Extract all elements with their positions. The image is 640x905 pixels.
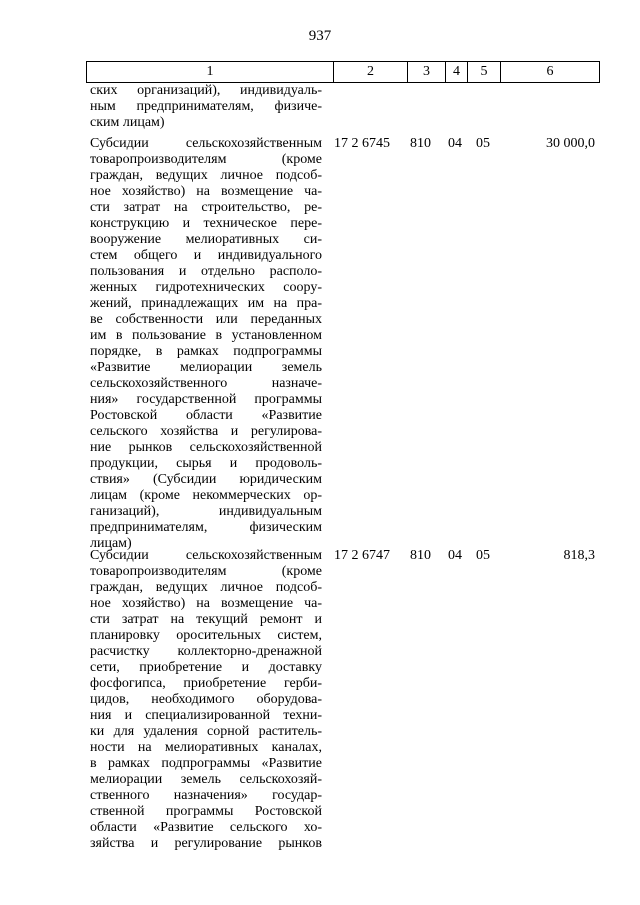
row-grbs: 810 xyxy=(410,548,431,563)
description-line: цидов, необходимого оборудова- xyxy=(90,692,322,707)
row-section: 04 xyxy=(448,548,462,563)
description-line: сти затрат на строительство, ре- xyxy=(90,200,322,215)
header-col-5: 5 xyxy=(467,62,500,82)
description-line: Ростовской области «Развитие xyxy=(90,408,322,423)
page-number: 937 xyxy=(308,28,332,44)
header-col-3: 3 xyxy=(407,62,445,82)
row-grbs: 810 xyxy=(410,136,431,151)
header-col-2: 2 xyxy=(333,62,407,82)
description-line: стем общего и индивидуального xyxy=(90,248,322,263)
description-line: сти затрат на текущий ремонт и xyxy=(90,612,322,627)
description-line: ственного назначения» государ- xyxy=(90,788,322,803)
description-line: ганизаций), индивидуальным xyxy=(90,504,322,519)
description-line: ственной программы Ростовской xyxy=(90,804,322,819)
row-subsection: 05 xyxy=(476,136,490,151)
description-line: женных гидротехнических соору- xyxy=(90,280,322,295)
description-line: сельскохозяйственного назначе- xyxy=(90,376,322,391)
description-line: ное хозяйство) на возмещение ча- xyxy=(90,184,322,199)
row-code: 17 2 6745 xyxy=(334,136,390,151)
row-section: 04 xyxy=(448,136,462,151)
description-line: расчистку коллекторно-дренажной xyxy=(90,644,322,659)
description-line: планировку оросительных систем, xyxy=(90,628,322,643)
description-line: вооружение мелиоративных си- xyxy=(90,232,322,247)
description-line: сельского хозяйства и регулирова- xyxy=(90,424,322,439)
description-line: пользования и отдельно располо- xyxy=(90,264,322,279)
row-description xyxy=(90,548,322,852)
description-line: фосфогипса, приобретение герби- xyxy=(90,676,322,691)
description-line: в рамках подпрограммы «Развитие xyxy=(90,756,322,771)
description-line: ве собственности или переданных xyxy=(90,312,322,327)
description-line: ствия» (Субсидии юридическим xyxy=(90,472,322,487)
description-line: ным предпринимателям, физиче- xyxy=(90,99,322,114)
header-col-4: 4 xyxy=(445,62,467,82)
description-line: «Развитие мелиорации земель xyxy=(90,360,322,375)
row-amount: 818,3 xyxy=(563,548,595,563)
description-line: Субсидии сельскохозяйственным xyxy=(90,136,322,151)
row-subsection: 05 xyxy=(476,548,490,563)
description-line: лицам) xyxy=(90,536,132,551)
description-line: порядке, в рамках подпрограммы xyxy=(90,344,322,359)
description-line: лицам (кроме некоммерческих ор- xyxy=(90,488,322,503)
description-line: ния» государственной программы xyxy=(90,392,322,407)
row-amount: 30 000,0 xyxy=(546,136,595,151)
table-header xyxy=(86,61,600,83)
description-line: сети, приобретение и доставку xyxy=(90,660,322,675)
row-description xyxy=(90,136,322,552)
description-line: ки для удаления сорной раститель- xyxy=(90,724,322,739)
description-line: продукции, сырья и продоволь- xyxy=(90,456,322,471)
description-line: ским лицам) xyxy=(90,115,165,130)
header-col-6: 6 xyxy=(500,62,599,82)
description-line: им в пользование в установленном xyxy=(90,328,322,343)
description-line: товаропроизводителям (кроме xyxy=(90,564,322,579)
row-description xyxy=(90,83,322,131)
description-line: конструкцию и техническое пере- xyxy=(90,216,322,231)
description-line: области «Развитие сельского хо- xyxy=(90,820,322,835)
description-line: Субсидии сельскохозяйственным xyxy=(90,548,322,563)
description-line: ное хозяйство) на возмещение ча- xyxy=(90,596,322,611)
description-line: ских организаций), индивидуаль- xyxy=(90,83,322,98)
description-line: жений, принадлежащих им на пра- xyxy=(90,296,322,311)
description-line: мелиорации земель сельскохозяй- xyxy=(90,772,322,787)
description-line: граждан, ведущих личное подсоб- xyxy=(90,168,322,183)
description-line: предпринимателям, физическим xyxy=(90,520,322,535)
description-line: ности на мелиоративных каналах, xyxy=(90,740,322,755)
header-col-1: 1 xyxy=(206,64,214,79)
row-code: 17 2 6747 xyxy=(334,548,390,563)
description-line: ние рынков сельскохозяйственной xyxy=(90,440,322,455)
description-line: товаропроизводителям (кроме xyxy=(90,152,322,167)
description-line: зяйства и регулирование рынков xyxy=(90,836,322,851)
description-line: граждан, ведущих личное подсоб- xyxy=(90,580,322,595)
description-line: ния и специализированной техни- xyxy=(90,708,322,723)
